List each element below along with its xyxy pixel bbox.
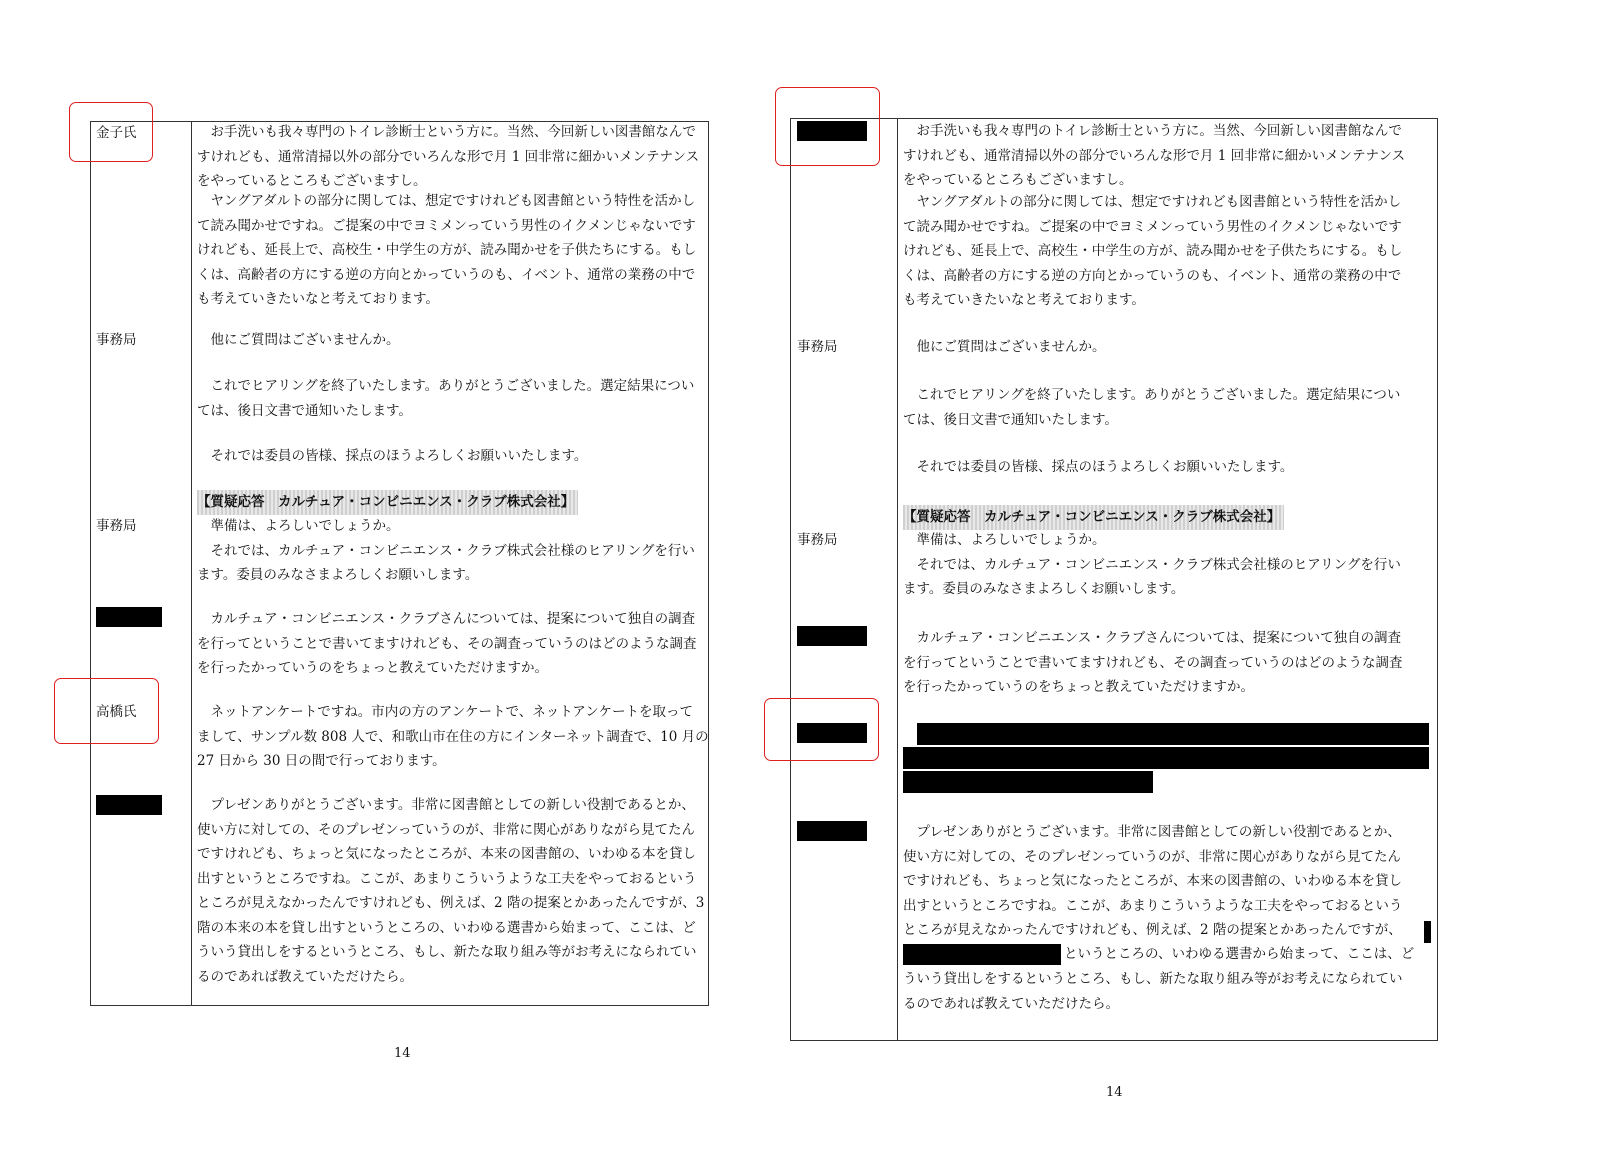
redacted-speaker-3 (797, 626, 867, 646)
right-paragraph-7: カルチュア・コンビニエンス・クラブさんについては、提案について独自の調査 を行ってということで書いてますけれども、その調査っていうのはどのような調査 を行ったかっていうのをちょっと教えていただけますか。 (903, 630, 1403, 695)
speaker-jimukyoku-1: 事務局 (797, 339, 838, 355)
left-paragraph-4: これでヒアリングを終了いたします。ありがとうございました。選定結果につい ては、後日文書で通知いたします。 (197, 378, 695, 419)
speaker-jimukyoku-2: 事務局 (96, 518, 137, 534)
left-paragraph-7: カルチュア・コンビニエンス・クラブさんについては、提案について独自の調査 を行ってということで書いてますけれども、その調査っていうのはどのような調査 を行ったかっていうのをちょっと教えていただけますか。 (197, 611, 697, 676)
left-paragraph-5: それでは委員の皆様、採点のほうよろしくお願いいたします。 (197, 448, 588, 464)
right-page (780, 0, 1600, 1162)
redacted-answer-line-1 (917, 723, 1429, 745)
right-paragraph-1: お手洗いも我々専門のトイレ診断士という方に。当然、今回新しい図書館なんで すけれども、通常清掃以外の部分でいろんな形で月 1 回非常に細かいメンテナンス をやっているところもございますし。 (903, 123, 1406, 188)
highlight-box-redacted-speaker (764, 698, 879, 761)
left-paragraph-9: プレゼンありがとうございます。非常に図書館としての新しい役割であるとか、 使い方に対しての、そのプレゼンっていうのが、非常に関心がありながら見てたん ですけれども、ちょっと気になったところが、本来の図書館の、いわゆる本を貸し 出すというところですね。ここが、あまりこういうような工夫をやっておるという ところが見えなかったんですけれども、例えば、2 階の提案とかあったんですが、3 階の本来の本を貸し出すというところの、いわゆる選書から始まって、ここは、ど ういう貸出しをするというところ、もし、新たな取り組み等がお考えになられてい るのであれば教えていただけたら。 (197, 797, 705, 985)
redacted-speaker-1 (96, 607, 162, 627)
redacted-inline-phrase (903, 944, 1061, 965)
speaker-kaneko: 金子氏 (96, 125, 137, 141)
left-paragraph-6: 準備は、よろしいでしょうか。 それでは、カルチュア・コンビニエンス・クラブ株式会社様のヒアリングを行い ます。委員のみなさまよろしくお願いします。 (197, 518, 695, 583)
left-page-number: 14 (394, 1046, 411, 1061)
right-paragraph-6: 準備は、よろしいでしょうか。 それでは、カルチュア・コンビニエンス・クラブ株式会社様のヒアリングを行い ます。委員のみなさまよろしくお願いします。 (903, 532, 1401, 597)
speaker-takahashi: 高橋氏 (96, 704, 137, 720)
right-paragraph-9b: というところの、いわゆる選書から始まって、ここは、ど (1064, 946, 1415, 962)
right-section-heading: 【質疑応答 カルチュア・コンビニエンス・クラブ株式会社】 (903, 505, 1284, 530)
left-paragraph-8: ネットアンケートですね。市内の方のアンケートで、ネットアンケートを取って まして、サンプル数 808 人で、和歌山市在住の方にインターネット調査で、10 月の 27 日から 30 日の間で行っております。 (197, 704, 709, 769)
speaker-jimukyoku-1: 事務局 (96, 332, 137, 348)
right-column-divider (897, 119, 898, 1040)
redacted-answer-line-2 (903, 747, 1429, 769)
left-paragraph-2: ヤングアダルトの部分に関しては、想定ですけれども図書館という特性を活かし て読み聞かせですね。ご提案の中でヨミメンっていう男性のイクメンじゃないです けれども、延長上で、高校生・中学生の方が、読み聞かせを子供たちにする。もし くは、高齢者の方にする逆の方向とかっていうのも、イベント、通常の業務の中で も考えていきたいなと考えております。 (197, 193, 697, 307)
highlight-box-top-speaker (775, 87, 880, 166)
right-paragraph-3: 他にご質問はございませんか。 (903, 339, 1106, 355)
redacted-inline-mark (1424, 921, 1431, 943)
highlight-box-kaneko (69, 102, 153, 162)
left-paragraph-3: 他にご質問はございませんか。 (197, 332, 400, 348)
highlight-box-takahashi (54, 678, 159, 744)
right-paragraph-9a: プレゼンありがとうございます。非常に図書館としての新しい役割であるとか、 使い方に対しての、そのプレゼンっていうのが、非常に関心がありながら見てたん ですけれども、ちょっと気になったところが、本来の図書館の、いわゆる本を貸し 出すというところですね。ここが、あまりこういうような工夫をやっておるという ところが見えなかったんですけれども、例えば、2 階の提案とかあったんですが、 (903, 824, 1403, 938)
right-page-number: 14 (1106, 1085, 1123, 1100)
left-paragraph-1: お手洗いも我々専門のトイレ診断士という方に。当然、今回新しい図書館なんで すけれども、通常清掃以外の部分でいろんな形で月 1 回非常に細かいメンテナンス をやっているところもございますし。 (197, 124, 700, 189)
redacted-answer-line-3 (903, 771, 1153, 793)
redacted-speaker-2 (96, 795, 162, 815)
right-paragraph-5: それでは委員の皆様、採点のほうよろしくお願いいたします。 (903, 459, 1294, 475)
left-column-divider (191, 122, 192, 1005)
right-paragraph-9c: ういう貸出しをするというところ、もし、新たな取り組み等がお考えになられてい るのであれば教えていただけたら。 (903, 971, 1403, 1012)
right-paragraph-2: ヤングアダルトの部分に関しては、想定ですけれども図書館という特性を活かし て読み聞かせですね。ご提案の中でヨミメンっていう男性のイクメンじゃないです けれども、延長上で、高校生・中学生の方が、読み聞かせを子供たちにする。もし くは、高齢者の方にする逆の方向とかっていうのも、イベント、通常の業務の中で も考えていきたいなと考えております。 (903, 194, 1403, 308)
right-paragraph-4: これでヒアリングを終了いたします。ありがとうございました。選定結果につい ては、後日文書で通知いたします。 (903, 387, 1401, 428)
redacted-speaker-5 (797, 821, 867, 841)
speaker-jimukyoku-2: 事務局 (797, 532, 838, 548)
left-section-heading: 【質疑応答 カルチュア・コンビニエンス・クラブ株式会社】 (197, 490, 578, 515)
left-page (0, 0, 780, 1162)
